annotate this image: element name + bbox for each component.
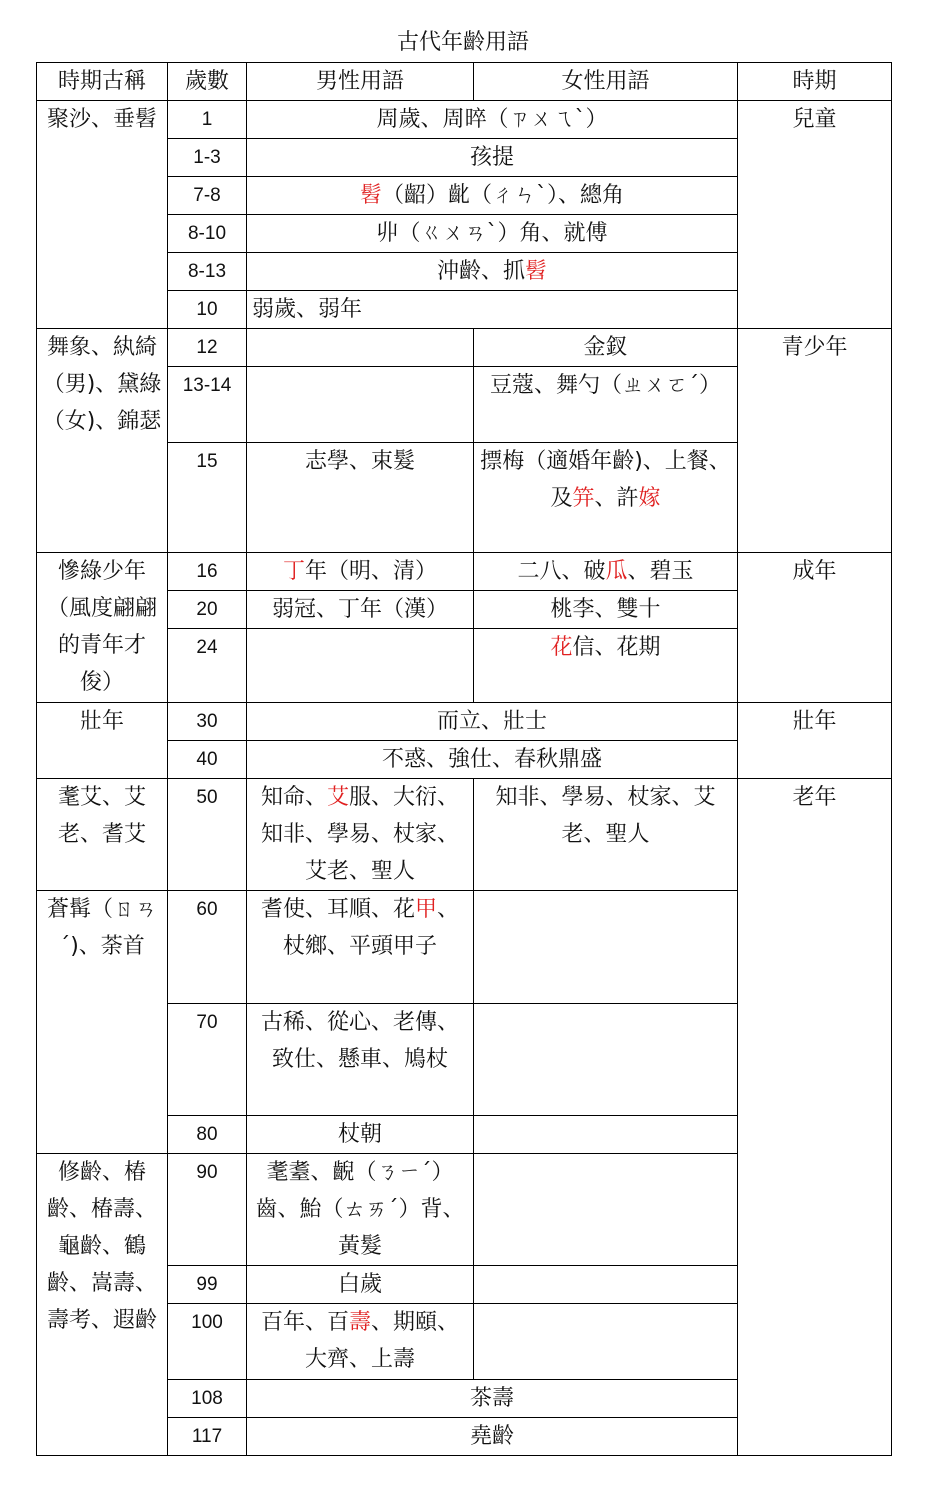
age-cell: 12 — [168, 329, 247, 367]
age-cell: 1 — [168, 101, 247, 139]
highlight-text: 艾 — [326, 785, 349, 810]
ancient-term-cell: 耄艾、艾老、耆艾 — [37, 779, 168, 891]
term-text: 知命、 — [260, 785, 327, 810]
period-cell: 壯年 — [738, 703, 892, 779]
age-cell: 20 — [168, 591, 247, 629]
age-cell: 117 — [168, 1418, 247, 1456]
ancient-term-cell: 慘綠少年（風度翩翩的青年才俊） — [37, 553, 168, 703]
female-term-cell — [474, 629, 738, 703]
term-text: 二八、破 — [517, 559, 606, 584]
table-row — [37, 703, 892, 741]
page-title: 古代年齡用語 — [396, 30, 529, 55]
age-cell: 24 — [168, 629, 247, 703]
age-cell: 40 — [168, 741, 247, 779]
age-cell: 8-10 — [168, 215, 247, 253]
age-cell: 90 — [168, 1154, 247, 1266]
male-term-cell: 古稀、從心、老傳、致仕、懸車、鳩杖 — [247, 1004, 474, 1116]
highlight-text: 嫁 — [638, 486, 661, 511]
female-term-cell — [474, 891, 738, 1004]
male-term-cell: 耄耋、齯（ㄋㄧˊ）齒、鮐（ㄊㄞˊ）背、黃髮 — [247, 1154, 474, 1266]
female-term-cell — [474, 553, 738, 591]
female-term-cell — [474, 1266, 738, 1304]
term-cell: 堯齡 — [247, 1418, 738, 1456]
highlight-text: 髫 — [359, 183, 382, 208]
age-cell: 8-13 — [168, 253, 247, 291]
age-cell: 1-3 — [168, 139, 247, 177]
male-term-cell: 志學、束髮 — [247, 443, 474, 553]
female-term-cell — [474, 1154, 738, 1266]
header-male: 男性用語 — [247, 63, 474, 101]
female-term-cell: 桃李、雙十 — [474, 591, 738, 629]
term-text: 、期頤、大齊、上壽 — [304, 1310, 460, 1372]
highlight-text: 丁 — [282, 559, 305, 584]
highlight-text: 甲 — [414, 897, 437, 922]
age-cell: 15 — [168, 443, 247, 553]
term-cell: 不惑、強仕、春秋鼎盛 — [247, 741, 738, 779]
header-ancient: 時期古稱 — [37, 63, 168, 101]
term-text: 、碧玉 — [627, 559, 694, 584]
term-cell — [247, 253, 738, 291]
male-term-cell — [247, 329, 474, 367]
male-term-cell — [247, 553, 474, 591]
header-row — [37, 63, 892, 101]
term-text: 、杖鄉、平頭甲子 — [282, 897, 460, 959]
table-row — [37, 553, 892, 591]
table-row — [37, 101, 892, 139]
term-text: （齠）齔（ㄔㄣˋ）、總角 — [382, 183, 625, 208]
age-cell: 50 — [168, 779, 247, 891]
term-text: 、許 — [594, 486, 639, 511]
age-cell: 30 — [168, 703, 247, 741]
term-cell: 茶壽 — [247, 1380, 738, 1418]
term-cell: 弱歲、弱年 — [247, 291, 738, 329]
age-cell: 80 — [168, 1116, 247, 1154]
female-term-cell: 豆蔻、舞勺（ㄓㄨㄛˊ） — [474, 367, 738, 443]
highlight-text: 笄 — [572, 486, 595, 511]
term-cell: 丱（ㄍㄨㄢˋ）角、就傅 — [247, 215, 738, 253]
header-period: 時期 — [738, 63, 892, 101]
female-term-cell — [474, 1116, 738, 1154]
highlight-text: 壽 — [348, 1310, 371, 1335]
male-term-cell — [247, 367, 474, 443]
term-text: 服、大衍、知非、學易、杖家、艾老、聖人 — [260, 785, 460, 884]
male-term-cell — [247, 779, 474, 891]
age-cell: 108 — [168, 1380, 247, 1418]
highlight-text: 瓜 — [605, 559, 628, 584]
period-cell: 老年 — [738, 779, 892, 1456]
table-row — [37, 329, 892, 367]
age-cell: 16 — [168, 553, 247, 591]
age-cell: 7-8 — [168, 177, 247, 215]
age-cell: 70 — [168, 1004, 247, 1116]
female-term-cell: 知非、學易、杖家、艾老、聖人 — [474, 779, 738, 891]
period-cell: 成年 — [738, 553, 892, 703]
female-term-cell — [474, 443, 738, 553]
male-term-cell: 杖朝 — [247, 1116, 474, 1154]
ancient-term-cell: 舞象、紈綺（男)、黛綠（女)、錦瑟 — [37, 329, 168, 553]
female-term-cell — [474, 1004, 738, 1116]
age-cell: 13-14 — [168, 367, 247, 443]
header-age: 歲數 — [168, 63, 247, 101]
ancient-term-cell: 聚沙、垂髫 — [37, 101, 168, 329]
term-cell: 而立、壯士 — [247, 703, 738, 741]
highlight-text: 髫 — [525, 259, 548, 284]
age-cell: 99 — [168, 1266, 247, 1304]
age-cell: 10 — [168, 291, 247, 329]
age-cell: 100 — [168, 1304, 247, 1380]
male-term-cell — [247, 629, 474, 703]
male-term-cell — [247, 1304, 474, 1380]
ancient-term-cell: 壯年 — [37, 703, 168, 779]
male-term-cell: 弱冠、丁年（漢） — [247, 591, 474, 629]
table-row — [37, 779, 892, 891]
period-cell: 兒童 — [738, 101, 892, 329]
header-female: 女性用語 — [474, 63, 738, 101]
term-text: 信、花期 — [572, 635, 661, 660]
male-term-cell: 白歲 — [247, 1266, 474, 1304]
term-text: 百年、百 — [260, 1310, 349, 1335]
term-text: 年（明、清） — [305, 559, 438, 584]
male-term-cell — [247, 891, 474, 1004]
term-text: 沖齡、抓 — [436, 259, 525, 284]
period-cell: 青少年 — [738, 329, 892, 553]
female-term-cell: 金釵 — [474, 329, 738, 367]
term-cell — [247, 177, 738, 215]
term-cell: 孩提 — [247, 139, 738, 177]
age-terms-table — [36, 62, 892, 1456]
ancient-term-cell: 蒼髯（ㄖㄢˊ)、荼首 — [37, 891, 168, 1154]
highlight-text: 花 — [550, 635, 573, 660]
age-cell: 60 — [168, 891, 247, 1004]
term-text: 耆使、耳順、花 — [260, 897, 415, 922]
term-text: 摽梅（適婚年齡)、上餐、及 — [480, 449, 731, 511]
female-term-cell — [474, 1304, 738, 1380]
ancient-term-cell: 修齡、椿齡、椿壽、龜齡、鶴齡、嵩壽、壽考、遐齡 — [37, 1154, 168, 1456]
term-cell: 周歲、周晬（ㄗㄨㄟˋ） — [247, 101, 738, 139]
